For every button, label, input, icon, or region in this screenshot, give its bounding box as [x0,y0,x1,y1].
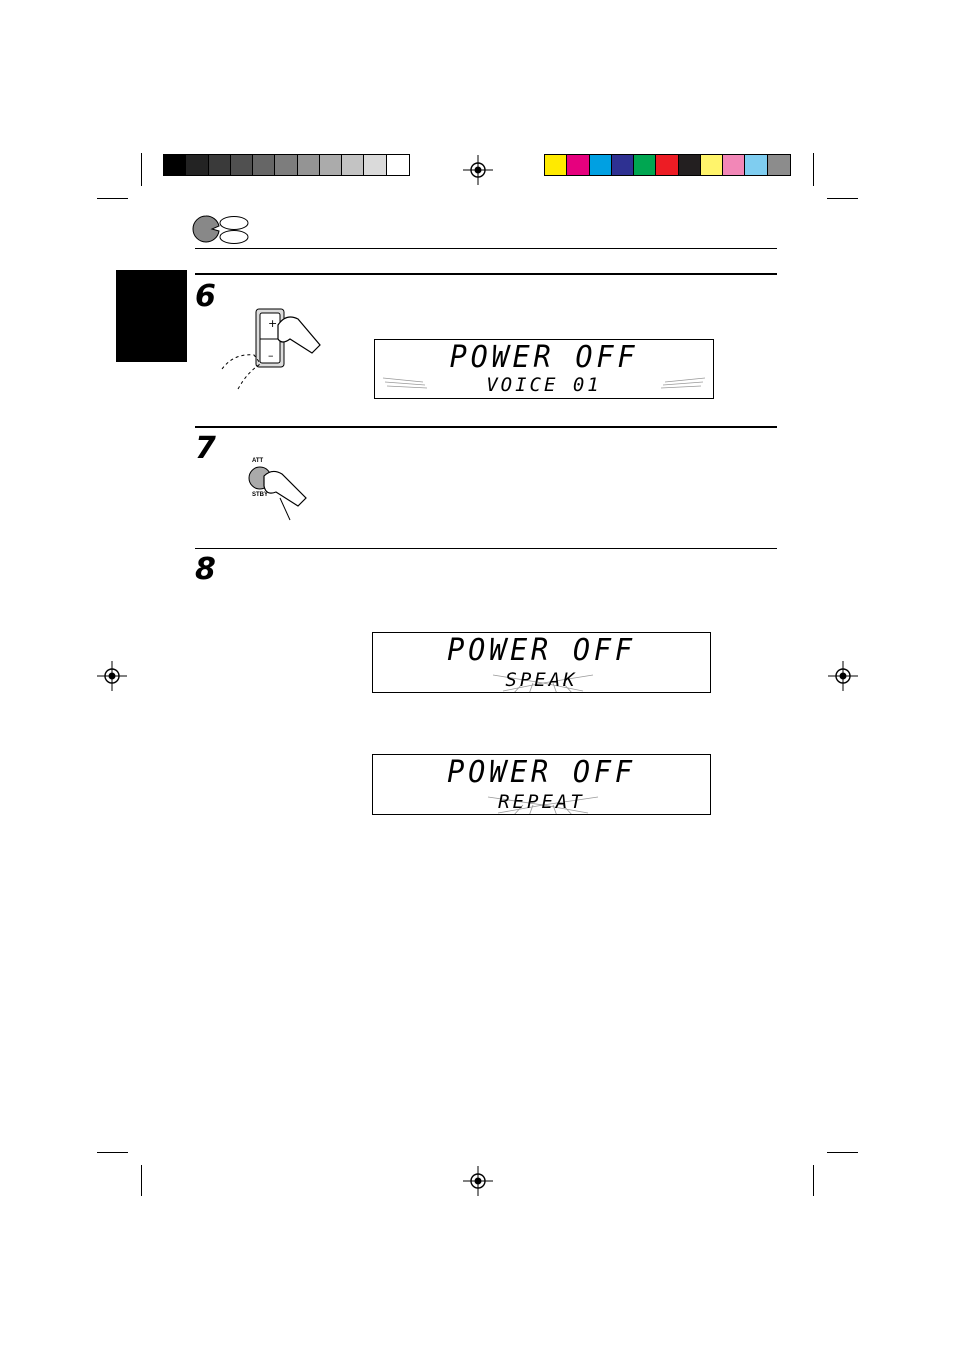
color-swatch [364,155,386,175]
step-divider [195,273,777,275]
crop-mark [97,198,128,199]
color-calibration-bar [544,154,791,176]
stby-button-label: STBY [252,492,269,498]
color-swatch [656,155,678,175]
lcd-main-text: POWER OFF [447,633,636,668]
color-swatch [545,155,567,175]
step-number: 8 [195,552,216,587]
att-button-label: ATT [252,458,264,464]
crop-mark [827,198,858,199]
lcd-sub-text: SPEAK [505,669,578,691]
color-swatch [320,155,342,175]
color-swatch [209,155,231,175]
color-swatch [186,155,208,175]
registration-mark-top-icon [463,155,493,185]
color-swatch [567,155,589,175]
registration-mark-bottom-icon [463,1166,493,1196]
step-number: 6 [195,279,216,314]
header-divider [195,248,777,249]
volume-rocker-hand-icon [216,305,326,395]
color-swatch [768,155,790,175]
step-divider [195,426,777,428]
gray-calibration-bar [163,154,410,176]
lcd-display-speak [372,632,711,693]
language-tab [116,270,187,362]
voice-guidance-icon [190,213,252,245]
lcd-main-text: POWER OFF [449,340,639,375]
color-swatch [723,155,745,175]
color-swatch [231,155,253,175]
crop-mark [141,153,142,186]
svg-text:–: – [268,349,274,362]
svg-text:+: + [268,317,278,330]
lcd-display-voice [374,339,714,399]
crop-mark [813,1165,814,1196]
color-swatch [634,155,656,175]
crop-mark [97,1152,128,1153]
color-swatch [387,155,409,175]
registration-mark-left-icon [97,661,127,691]
att-button-hand-icon [240,462,312,524]
color-swatch [342,155,364,175]
step-number: 7 [195,431,216,466]
crop-mark [813,153,814,186]
color-swatch [612,155,634,175]
crop-mark [141,1165,142,1196]
color-swatch [164,155,186,175]
color-swatch [253,155,275,175]
color-swatch [590,155,612,175]
lcd-sub-text: VOICE 01 [486,374,602,396]
color-swatch [298,155,320,175]
lcd-sub-text: REPEAT [498,791,585,813]
color-swatch [745,155,767,175]
color-swatch [679,155,701,175]
registration-mark-right-icon [828,661,858,691]
lcd-display-repeat [372,754,711,815]
lcd-main-text: POWER OFF [447,755,636,790]
color-swatch [275,155,297,175]
crop-mark [827,1152,858,1153]
color-swatch [701,155,723,175]
step-divider [195,548,777,549]
